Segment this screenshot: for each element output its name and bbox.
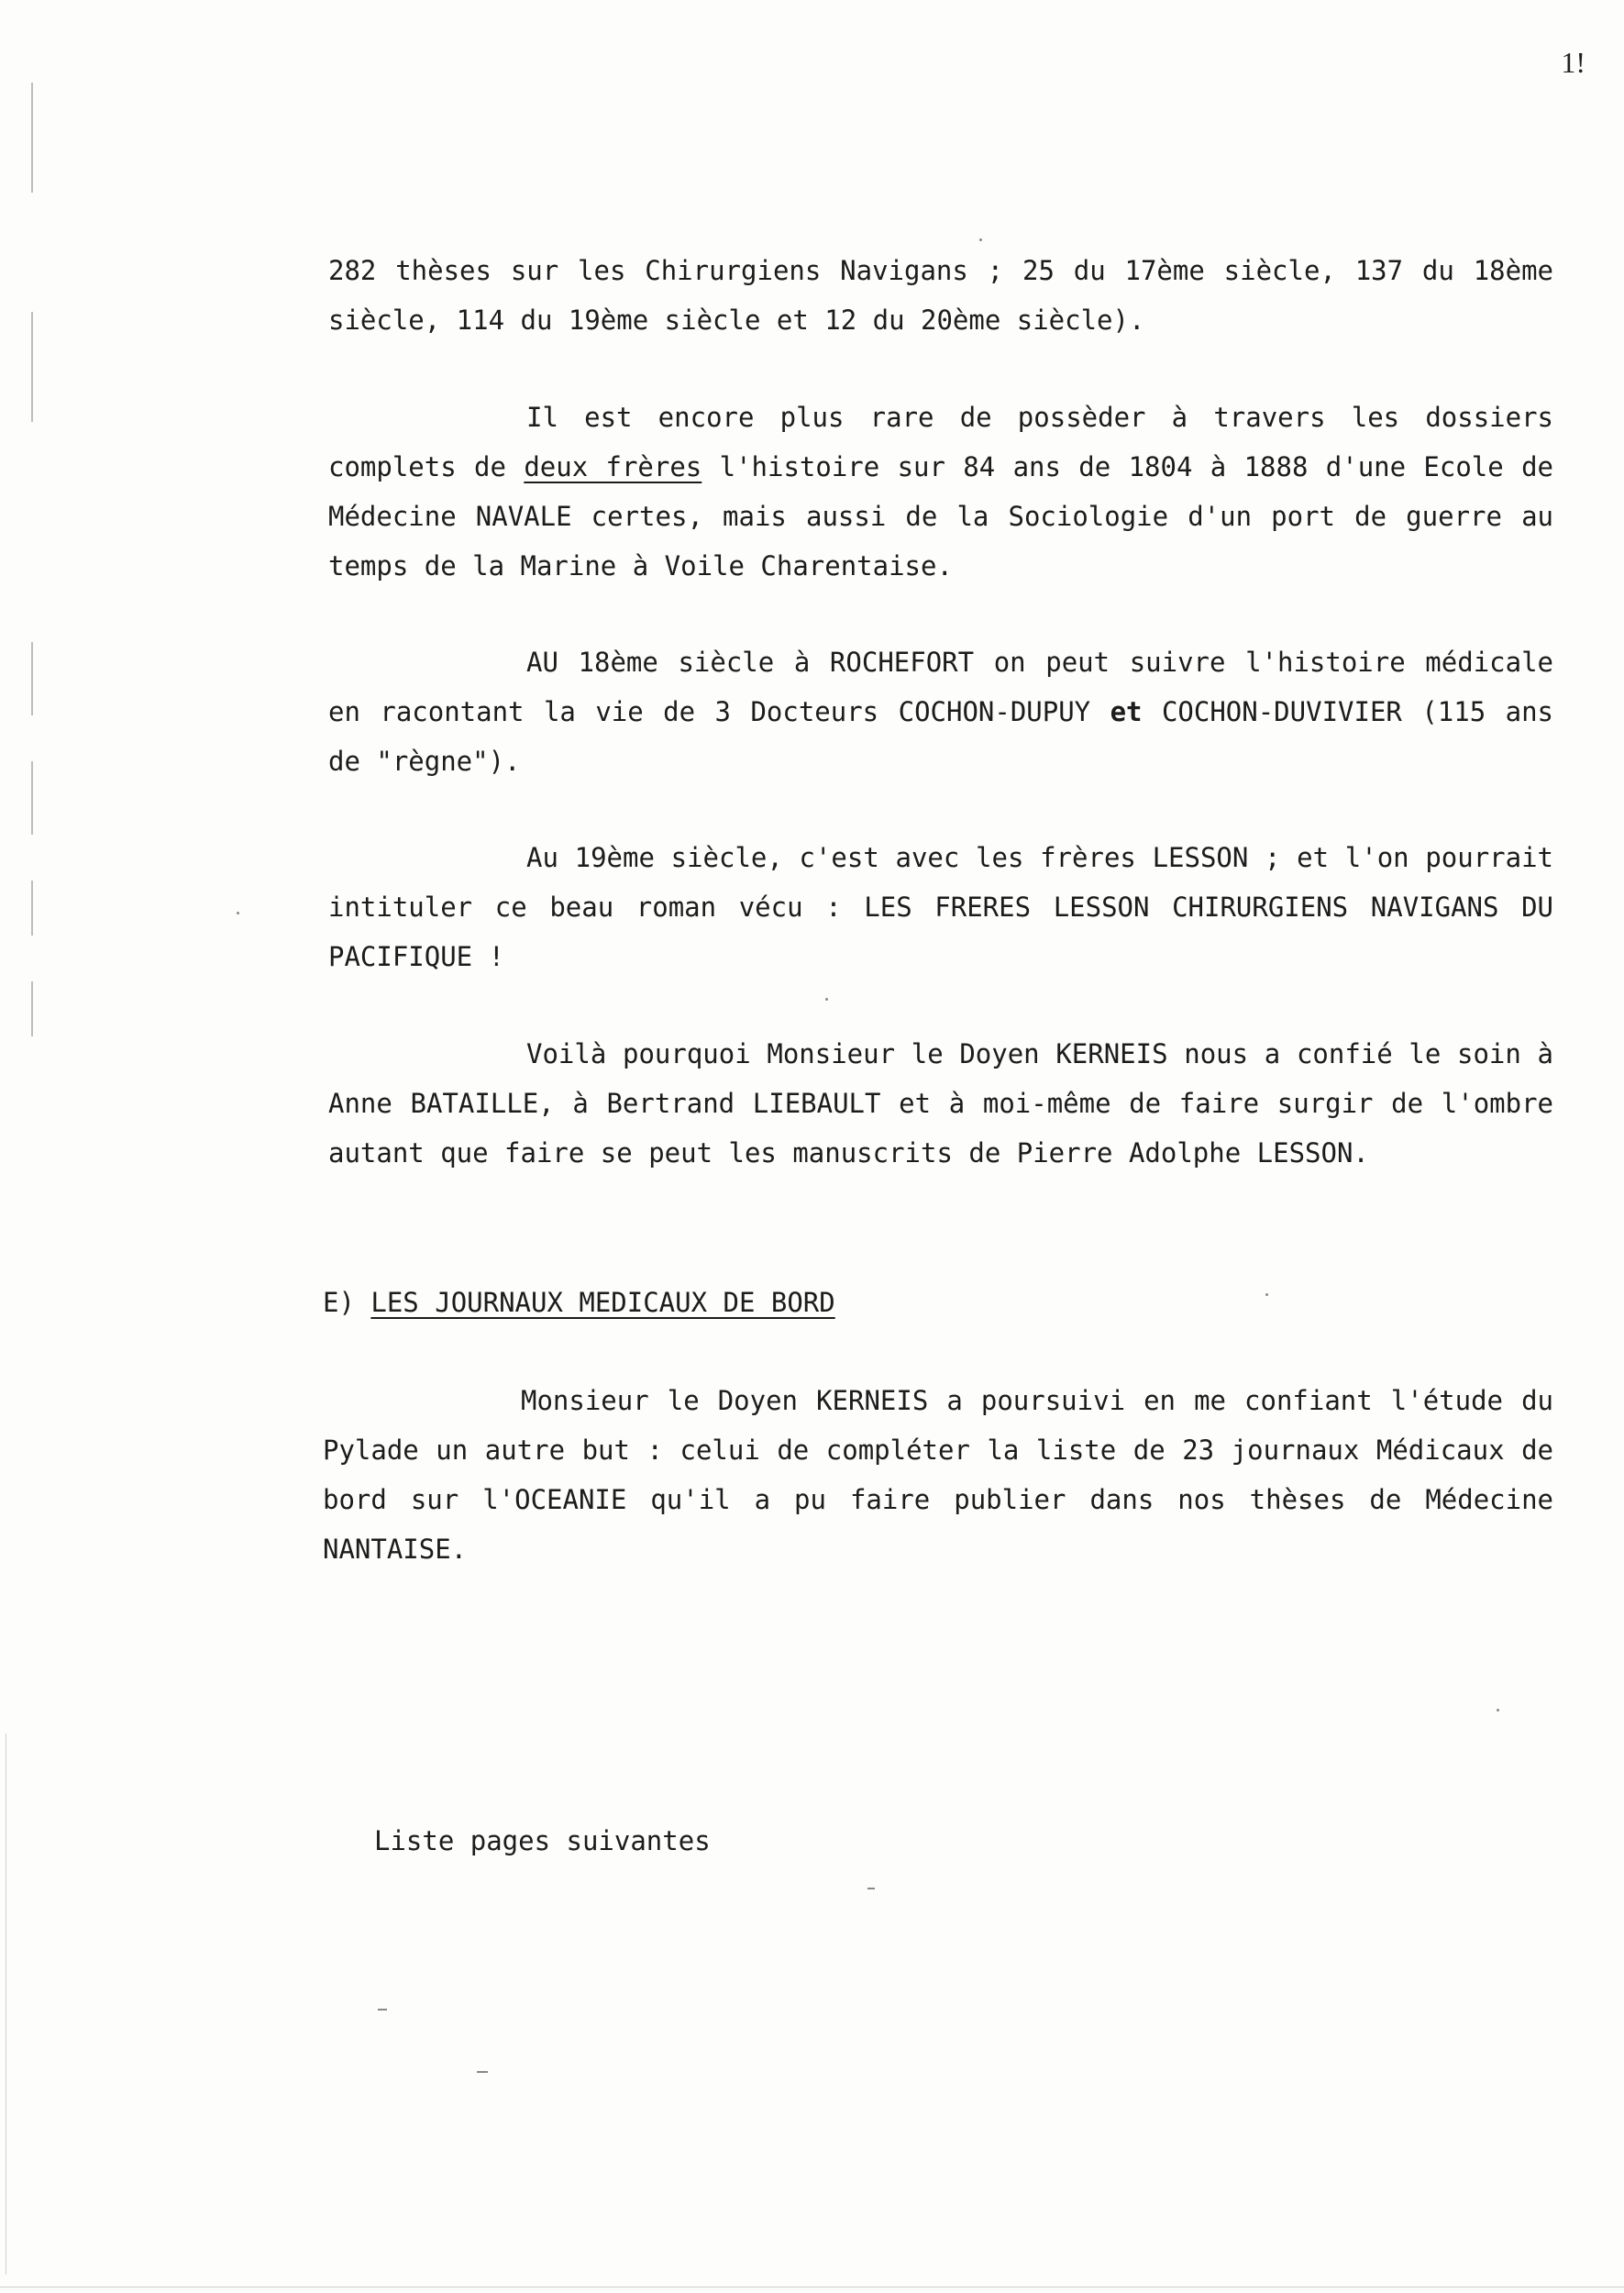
paragraph-text-start: Il est encore plus rare de possèder à travers les dossiers complets de [328,402,1553,482]
paragraph-text-end: (115 ans de "règne"). [328,696,1554,777]
doctor-name-2: COCHON-DUVIVIER [1161,696,1402,727]
paragraph-18th-century [328,637,1553,786]
paragraph-two-brothers [328,393,1553,591]
doctor-name-1: COCHON-DUPUY [898,696,1091,727]
section-label: E) [323,1287,355,1318]
scan-margin-mark [31,83,33,193]
novel-title: LES FRERES LESSON CHIRURGIENS NAVIGANS DU PACIFIQUE ! [328,892,1554,972]
paragraph-text: Monsieur le Doyen KERNEIS a poursuivi en me confiant l'étude du Pylade un autre but : celui de compléter la liste de 23 journaux Médicaux de bord sur l'OCEANIE qu'il a pu faire publier dans nos thèses de Médecine NANTAISE. [323,1385,1553,1565]
scan-margin-mark [31,761,33,835]
paragraph-text-start: AU 18ème siècle à ROCHEFORT on peut suivre l'histoire médicale en racontant la vie de 3 Docteurs [328,647,1553,727]
paragraph-journaux [323,1376,1553,1574]
scan-speck [1497,1709,1499,1711]
paragraph-kerneis [328,1029,1553,1178]
section-title: LES JOURNAUX MEDICAUX DE BORD [370,1287,835,1318]
footer-note: Liste pages suivantes [374,1825,711,1856]
underlined-phrase: deux frères [524,451,702,482]
paragraph-19th-century [328,833,1553,981]
paragraph-thesis-count [328,246,1553,345]
paragraph-text: Voilà pourquoi Monsieur le Doyen KERNEIS nous a confié le soin à Anne BATAILLE, à Bertrand LIEBAULT et à moi-même de faire surgir de l'ombre autant que faire se peut les manuscrits de Pierre Adolphe LESSON. [328,1038,1553,1169]
section-heading [323,1278,835,1327]
scan-speck [237,912,239,914]
scan-margin-mark [31,881,33,936]
conjunction: et [1090,696,1162,727]
scan-margin-mark [31,312,33,422]
paragraph-text: 282 thèses sur les Chirurgiens Navigans ; 25 du 17ème siècle, 137 du 18ème siècle, 114 du 19ème siècle et 12 du 20ème siècle). [328,255,1553,336]
scan-margin-mark [31,642,33,715]
scan-speck [477,2071,488,2073]
scan-margin-mark [31,981,33,1036]
scan-speck [825,998,828,1001]
paragraph-text-start: Au 19ème siècle, c'est avec les frères LESSON ; et l'on pourrait intituler ce beau roman vécu : [328,842,1553,923]
scan-speck [867,1888,875,1889]
page-number: 1! [1561,46,1585,79]
scan-speck [979,238,982,241]
paragraph-text-end: l'histoire sur 84 ans de 1804 à 1888 d'une Ecole de Médecine NAVALE certes, mais aussi de la Sociologie d'un port de guerre au temps de la Marine à Voile Charentaise. [328,451,1553,582]
scan-speck [1265,1293,1268,1296]
scan-speck [378,2009,387,2011]
